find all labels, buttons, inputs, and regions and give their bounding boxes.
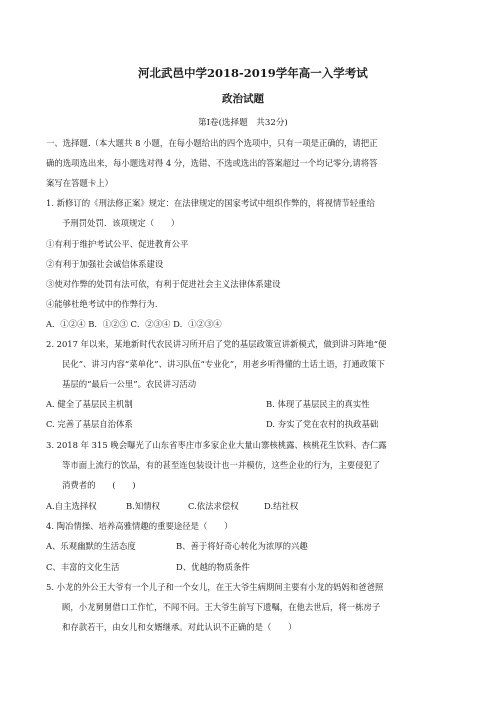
question-2-option-a: A. 健全了基层民主机制	[46, 399, 133, 409]
question-3-option-b: B.知情权	[126, 501, 160, 511]
question-2-stem: 2. 2017 年以来，某地新时代农民讲习所开启了党的基层政策宣讲新模式，做到讲习阵地“便	[46, 339, 387, 349]
exam-title: 河北武邑中学2018-2019学年高一入学考试	[138, 66, 368, 80]
question-4-option-c: C、丰富的文化生活	[46, 562, 120, 572]
question-3-stem-cont-2: 消费者的 ( )	[62, 480, 136, 490]
instructions-line-1: 一、选择题.（本大题共 8 小题，在每小题给出的四个选项中，只有一项是正确的，请把正	[46, 138, 378, 148]
question-2-option-d: D. 夯实了党在农村的执政基础	[266, 419, 379, 429]
question-4-option-d: D、优越的物质条件	[176, 562, 250, 572]
instructions-line-2: 确的选项选出来，每小题选对得 4 分，选错、不选或选出的答案超过一个均记零分,请将答	[46, 158, 378, 168]
question-3-option-d: D.结社权	[264, 501, 299, 511]
question-3-stem: 3. 2018 年 315 晚会曝光了山东省枣庄市多家企业大量山寨核桃露、核桃花生饮料、杏仁露	[46, 440, 387, 450]
question-2-option-b: B. 体现了基层民主的真实性	[266, 399, 370, 409]
question-4-stem: 4. 陶冶情操、培养高雅情趣的重要途径是（ ）	[46, 521, 233, 531]
question-1-stem-cont: 予刑罚处罚．该项规定（ ）	[62, 218, 180, 228]
question-1-item-1: ①有利于维护考试公平、促进教育公平	[46, 239, 189, 249]
question-3-option-c: C.依法求偿权	[188, 501, 239, 511]
question-1-stem: 1. 新修订的《刑法修正案》规定：在法律规定的国家考试中组织作弊的，将视情节轻重给	[46, 198, 375, 208]
question-1-item-4: ④能够杜绝考试中的作弊行为.	[46, 299, 158, 309]
question-5-stem-cont-2: 和存款若干，由女儿和女婿继承。对此认识不正确的是（ ）	[62, 622, 297, 632]
section-heading: 第Ⅰ卷(选择题 共32分)	[198, 118, 288, 128]
instructions-line-3: 案写在答题卡上）	[46, 178, 113, 188]
question-2-option-c: C. 完善了基层自治体系	[46, 419, 133, 429]
question-1-item-2: ②有利于加强社会诚信体系建设	[46, 259, 164, 269]
question-2-stem-cont-2: 基层的“最后一公里”。农民讲习活动	[62, 379, 197, 389]
question-3-stem-cont-1: 等市面上流行的饮品，有的甚至连包装设计也一并模仿，这些企业的行为，主要侵犯了	[62, 460, 381, 470]
question-1-item-3: ③使对作弊的处罚有法可依，有利于促进社会主义法律体系建设	[46, 279, 281, 289]
question-5-stem-cont-1: 顾，小龙舅舅借口工作忙，不闻不问。王大爷生前写下遗嘱，在他去世后，将一栋房子	[62, 602, 381, 612]
question-1-options: A．①②④ B．①②③ C．②③④ D．①②③④	[46, 319, 222, 329]
question-4-option-b: B、善于将好奇心转化为浓厚的兴趣	[176, 541, 308, 551]
question-4-option-a: A、乐观幽默的生活态度	[46, 541, 136, 551]
exam-subject: 政治试题	[222, 93, 264, 105]
question-3-option-a: A.自主选择权	[46, 501, 97, 511]
question-2-stem-cont-1: 民化”、讲习内容“菜单化”、讲习队伍“专业化”，用老乡听得懂的土话土语，打通政策下	[62, 359, 385, 369]
question-5-stem: 5. 小龙的外公王大爷有一个儿子和一个女儿，在王大爷生病期间主要有小龙的妈妈和爸爸照	[46, 582, 384, 592]
